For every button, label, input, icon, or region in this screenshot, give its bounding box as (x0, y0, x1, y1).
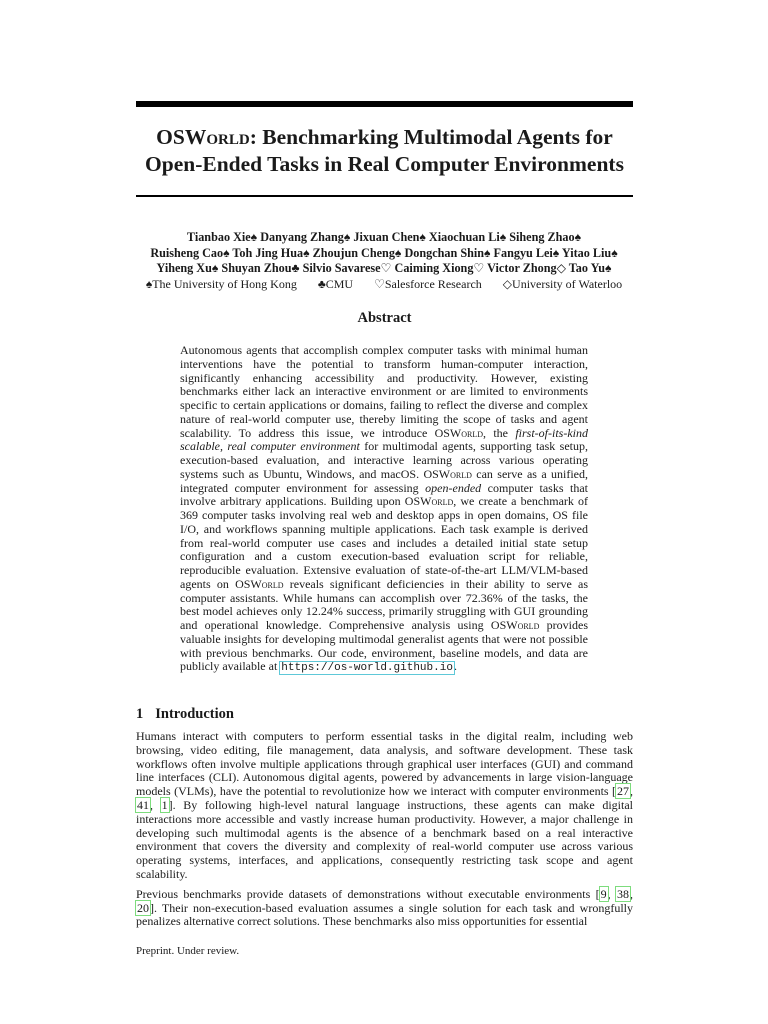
paragraph (136, 888, 633, 929)
title-system-name: OSWorld (156, 125, 250, 149)
citation-link[interactable]: 38 (617, 886, 630, 901)
system-name: OSWorld (235, 576, 284, 591)
abstract-text: Autonomous agents that accomplish complex computer tasks with minimal human interventions have the potential to transform human-computer interaction, significantly enhancing accessibility and productivity. However, existing benchmarks either lack an interactive environment or are limited to environments specific to certain applications or domains, failing to reflect the diverse and complex nature of real-world computer use, thereby limiting the scope of tasks and agent scalability. To address this issue, we introduce (180, 343, 588, 440)
title-top-rule (136, 101, 633, 107)
affiliation: ♠The University of Hong Kong (145, 277, 297, 291)
abstract-heading: Abstract (357, 310, 412, 326)
affiliations (120, 277, 648, 292)
system-name: OSWorld (490, 618, 540, 632)
citation-link[interactable]: 1 (161, 797, 168, 812)
citation-link[interactable]: 27 (617, 784, 629, 799)
citation-separator: , (150, 797, 161, 812)
abstract-text: provides valuable insights for developing multimodal generalist agents that were not possible with previous benchmarks. Our code, environment, baseline models, and data are publicly available at (180, 618, 589, 674)
affiliation: ♣CMU (317, 277, 354, 291)
abstract-text: , we create a benchmark of 369 computer tasks involving real web and desktop apps in open domains, OS file I/O, and workflows spanning multiple applications. Each task example is derived from real-world computer use cases and includes a detailed initial state setup configuration and a custom execution-based evaluation script for reliable, reproducible evaluation. Extensive evaluation of state-of-the-art LLM/VLM-based agents on (180, 494, 589, 591)
section-title: Introduction (155, 706, 234, 722)
abstract-text: computer tasks that involve arbitrary applications. Building upon (180, 480, 589, 509)
introduction-body (136, 730, 633, 935)
citation-link[interactable]: 20 (137, 900, 149, 915)
author-line: Tianbao Xie♠ Danyang Zhang♠ Jixuan Chen♠ Xiaochuan Li♠ Siheng Zhao♠ (186, 230, 582, 244)
title-bottom-rule (136, 195, 633, 197)
abstract-body (180, 344, 588, 676)
title-line1-rest: : Benchmarking Multimodal Agents for (249, 125, 613, 149)
system-name: OSWorld (434, 425, 484, 440)
section-heading-introduction (136, 706, 234, 723)
citation-link[interactable]: 9 (600, 886, 607, 901)
preprint-footer: Preprint. Under review. (136, 945, 240, 957)
abstract-text: , the (483, 425, 516, 440)
abstract-emphasis: open-ended (425, 480, 482, 495)
system-name: OSWorld (423, 466, 472, 481)
author-line: Ruisheng Cao♠ Toh Jing Hua♠ Zhoujun Cheng♠ Dongchan Shin♠ Fangyu Lei♠ Yitao Liu♠ (150, 245, 618, 260)
project-url-link[interactable]: https://os-world.github.io (281, 662, 453, 675)
system-name: OSWorld (404, 494, 454, 509)
citation-separator: , (630, 886, 634, 901)
paragraph-text: Humans interact with computers to perform essential tasks in the digital realm, including web browsing, video editing, file management, data analysis, and software development. These task workflows often involve multiple applications through graphical user interfaces (GUI) and command line interfaces (CLI). Autonomous digital agents, powered by advancements in large vision-language models (VLMs), have the potential to revolutionize how we interact with computer environments [ (136, 729, 633, 799)
paragraph-text: Previous benchmarks provide datasets of demonstrations without executable environments [ (136, 886, 600, 901)
abstract-text: can serve as a unified, integrated computer environment for assessing (180, 466, 588, 495)
title-line2: Open-Ended Tasks in Real Computer Environments (145, 152, 624, 176)
citation-separator: , (607, 886, 617, 901)
affiliation: ◇University of Waterloo (502, 277, 623, 291)
paper-title (136, 124, 633, 178)
paragraph-text: ]. By following high-level natural language instructions, these agents can make digital interactions more accessible and vastly increase human productivity. However, a major challenge in developing such multimodal agents is the absence of a benchmark based on a real interactive environment that covers the diversity and complexity of real-world computer use across various operating systems, interfaces, and applications, consequently restricting task scope and agent scalability. (136, 797, 633, 881)
author-line: Yiheng Xu♠ Shuyan Zhou♣ Silvio Savarese♡ Caiming Xiong♡ Victor Zhong◇ Tao Yu♠ (156, 261, 612, 275)
abstract-emphasis: first-of-its-kind scalable, real computer environment (180, 425, 588, 454)
citation-separator: , (630, 784, 633, 799)
paragraph-text: ]. Their non-execution-based evaluation assumes a single solution for each task and wrongfully penalizes alternative correct solutions. These benchmarks also miss opportunities for essential (136, 900, 633, 929)
abstract-text: reveals significant deficiencies in their ability to serve as computer assistants. While humans can accomplish over 72.36% of the tasks, the best model achieves only 12.24% success, primarily struggling with GUI grounding and operational knowledge. Comprehensive analysis using (180, 576, 588, 632)
paragraph (136, 730, 633, 882)
abstract-text: . (453, 659, 457, 674)
abstract-text: for multimodal agents, supporting task setup, execution-based evaluation, and interactive learning across various operating systems such as Ubuntu, Windows, and macOS. (180, 439, 588, 481)
section-number: 1 (136, 706, 144, 722)
author-list (120, 230, 648, 277)
affiliation: ♡Salesforce Research (374, 277, 482, 291)
citation-link[interactable]: 41 (137, 797, 149, 812)
